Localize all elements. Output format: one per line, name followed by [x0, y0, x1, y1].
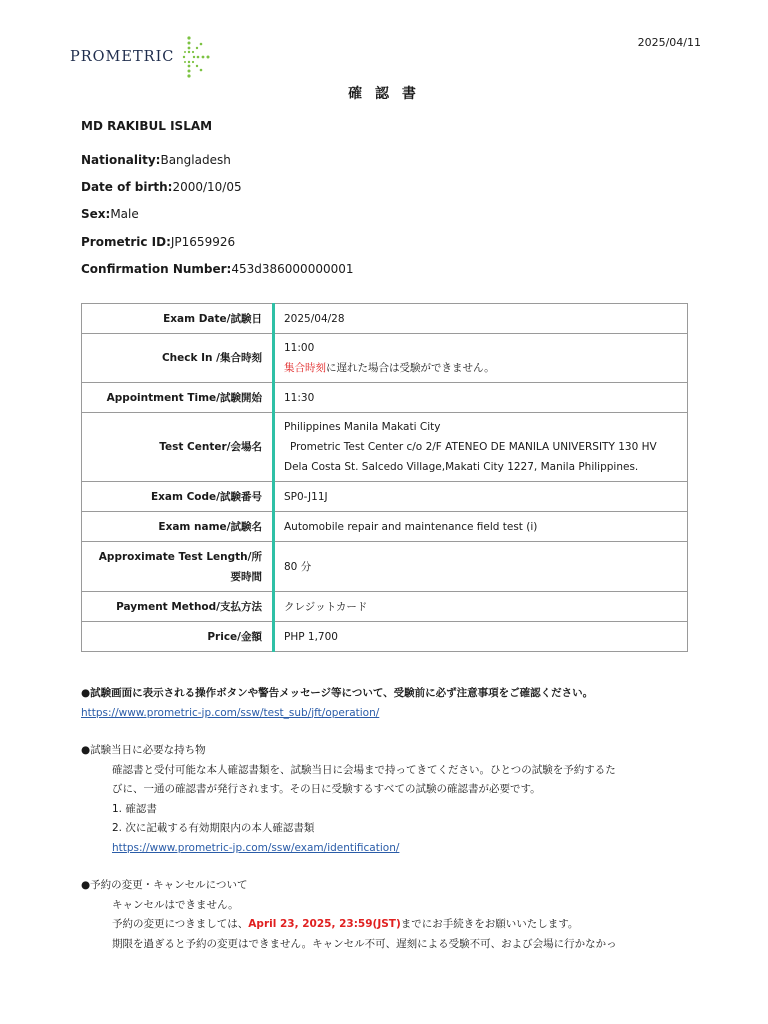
table-row	[82, 413, 688, 482]
sex-value: Male	[110, 207, 139, 221]
test-center-value	[274, 413, 688, 482]
check-in-warning-text: に遅れた場合は受験ができません。	[326, 362, 495, 374]
price-value: PHP 1,700	[274, 622, 688, 652]
prometric-id-label: Prometric ID:	[81, 235, 171, 249]
prometric-id-value: JP1659926	[170, 235, 236, 249]
appointment-time-label: Appointment Time/試験開始	[82, 383, 274, 413]
table-row	[82, 512, 688, 542]
change-deadline-text	[81, 915, 701, 935]
exam-date-value: 2025/04/28	[274, 304, 688, 334]
prometric-id-row	[81, 235, 235, 249]
document-title: 確 認 書	[348, 86, 420, 102]
no-cancel-text: キャンセルはできません。	[112, 898, 239, 911]
confirmation-number-row	[81, 262, 354, 276]
exam-details-table	[81, 303, 688, 652]
test-center-label: Test Center/会場名	[82, 413, 274, 482]
check-in-label: Check In /集合時刻	[82, 334, 274, 383]
birth-date-row	[81, 180, 242, 194]
change-deadline-date: April 23, 2025, 23:59(JST)	[248, 918, 401, 930]
sex-label: Sex:	[81, 207, 111, 221]
prometric-starburst-icon	[175, 34, 215, 80]
table-row	[82, 542, 688, 592]
table-row	[82, 592, 688, 622]
exam-name-value: Automobile repair and maintenance field test (i)	[274, 512, 688, 542]
check-in-warning	[284, 358, 687, 378]
exam-date-label: Exam Date/試験日	[82, 304, 274, 334]
change-cancel-heading: ●予約の変更・キャンセルについて	[81, 879, 248, 891]
exam-name-label: Exam name/試験名	[82, 512, 274, 542]
price-label: Price/金額	[82, 622, 274, 652]
table-row	[82, 383, 688, 413]
nationality-label: Nationality:	[81, 153, 161, 167]
required-item-2: 2. 次に記載する有効期限内の本人確認書類	[112, 822, 315, 834]
sex-row	[81, 207, 139, 221]
table-row	[82, 304, 688, 334]
required-items-heading: ●試験当日に必要な持ち物	[81, 744, 206, 756]
prometric-logo	[70, 34, 220, 84]
change-deadline-post: までにお手続きをお願いいたします。	[400, 918, 579, 930]
brand-name: PROMETRIC	[70, 49, 175, 65]
birth-date-label: Date of birth:	[81, 180, 173, 194]
table-row	[82, 482, 688, 512]
payment-method-value: クレジットカード	[274, 592, 688, 622]
candidate-name: MD RAKIBUL ISLAM	[81, 119, 213, 133]
test-length-label-line2: 要時間	[230, 570, 262, 583]
required-item-1: 1. 確認書	[112, 802, 157, 815]
check-in-warning-red: 集合時刻	[284, 362, 326, 374]
required-items-paragraph-1: 確認書と受付可能な本人確認書類を、試験当日に会場まで持ってきてください。ひとつの試験を予約するた	[112, 763, 616, 776]
required-items-paragraph-2: びに、一通の確認書が発行されます。その日に受験するすべての試験の確認書が必要です。	[112, 783, 541, 795]
test-center-address-1: Prometric Test Center c/o 2/F ATENEO DE MANILA UNIVERSITY 130 HV	[290, 441, 657, 453]
test-length-label-line1: Approximate Test Length/所	[98, 550, 262, 563]
deadline-policy-text: 期限を過ぎると予約の変更はできません。キャンセル不可、遅刻による受験不可、および会場に行かなかっ	[112, 937, 617, 950]
test-center-city: Philippines Manila Makati City	[284, 421, 441, 433]
check-in-value	[274, 334, 688, 383]
identification-link[interactable]: https://www.prometric-jp.com/ssw/exam/identification/	[112, 841, 400, 854]
birth-date-value: 2000/10/05	[172, 180, 242, 194]
operation-notice-heading: ●試験画面に表示される操作ボタンや警告メッセージ等について、受験前に必ず注意事項をご確認ください。	[81, 687, 594, 699]
payment-method-label: Payment Method/支払方法	[82, 592, 274, 622]
operation-notice-link[interactable]: https://www.prometric-jp.com/ssw/test_sub/jft/operation/	[81, 706, 380, 719]
exam-code-label: Exam Code/試験番号	[82, 482, 274, 512]
table-row	[82, 334, 688, 383]
confirmation-number-value: 453d386000000001	[231, 262, 354, 276]
table-row	[82, 622, 688, 652]
appointment-time-value: 11:30	[274, 383, 688, 413]
nationality-value: Bangladesh	[160, 153, 231, 167]
notes-section	[81, 684, 701, 954]
check-in-time: 11:00	[284, 342, 315, 354]
exam-code-value: SP0-J11J	[274, 482, 688, 512]
confirmation-number-label: Confirmation Number:	[81, 262, 232, 276]
change-deadline-pre: 予約の変更につきましては、	[112, 918, 249, 930]
test-length-label	[82, 542, 274, 592]
test-center-address-2: Dela Costa St. Salcedo Village,Makati City 1227, Manila Philippines.	[284, 461, 639, 473]
issue-date: 2025/04/11	[637, 36, 701, 49]
nationality-row	[81, 153, 231, 167]
test-length-value: 80 分	[274, 542, 688, 592]
